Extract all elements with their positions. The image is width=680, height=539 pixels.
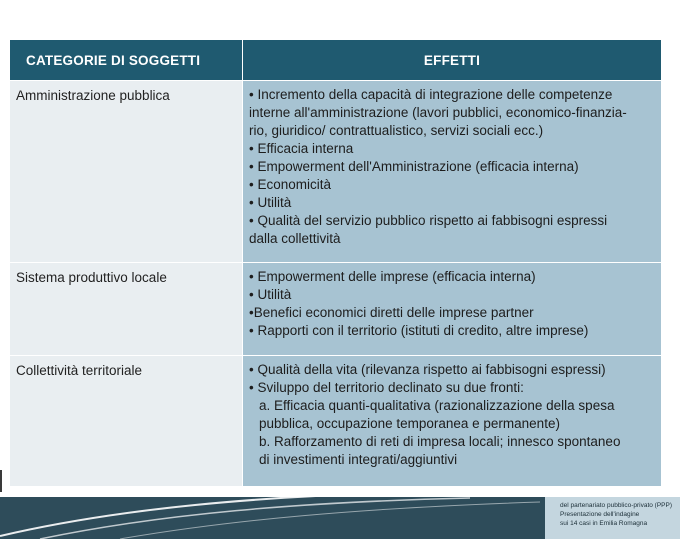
effect-line: • Sviluppo del territorio declinato su due fronti: — [249, 380, 524, 395]
effect-line: • Economicità — [249, 177, 332, 192]
category-cell: Amministrazione pubblica — [10, 81, 243, 263]
effect-subline: b. Rafforzamento di reti di impresa locali; innesco spontaneo — [259, 434, 621, 449]
table-row — [10, 81, 662, 263]
effect-line: • Efficacia interna — [249, 141, 354, 156]
effect-line: • Utilità — [249, 287, 292, 302]
footer-swoosh-decoration — [0, 488, 560, 539]
effect-line: •Benefici economici diretti delle imprese partner — [249, 305, 534, 320]
footer-caption-line: Presentazione dell'indagine — [560, 511, 640, 518]
effect-line: • Rapporti con il territorio (istituti di credito, altre imprese) — [249, 323, 589, 338]
effects-cell — [243, 81, 662, 263]
effect-line: • Empowerment dell'Amministrazione (efficacia interna) — [249, 159, 579, 174]
effect-line: dalla collettività — [249, 231, 341, 246]
table-row — [10, 263, 662, 356]
table-row — [10, 356, 662, 487]
effect-subline: pubblica, occupazione temporanea e permanente) — [259, 416, 560, 431]
effect-line: interne all'amministrazione (lavori pubblici, economico-finanzia- — [249, 105, 627, 120]
footer-caption-line: del partenariato pubblico-privato (PPP) — [560, 502, 673, 509]
column-header-effects: EFFETTI — [243, 40, 662, 81]
effect-line: • Empowerment delle imprese (efficacia interna) — [249, 269, 536, 284]
column-header-categories: CATEGORIE DI SOGGETTI — [10, 40, 243, 81]
effect-line: • Incremento della capacità di integrazione delle competenze — [249, 87, 613, 102]
effect-line: • Qualità della vita (rilevanza rispetto ai fabbisogni espressi) — [249, 362, 606, 377]
effects-table — [9, 39, 662, 487]
table-header-row — [10, 40, 662, 81]
effects-cell — [243, 263, 662, 356]
category-cell: Collettività territoriale — [10, 356, 243, 487]
footer-caption — [560, 501, 680, 528]
effect-subline: a. Efficacia quanti-qualitativa (razionalizzazione della spesa — [259, 398, 615, 413]
footer-caption-line: sui 14 casi in Emilia Romagna — [560, 520, 648, 527]
effect-line: • Utilità — [249, 195, 292, 210]
effect-line: • Qualità del servizio pubblico rispetto ai fabbisogni espressi — [249, 213, 608, 228]
effects-cell — [243, 356, 662, 487]
effect-line: rio, giuridico/ contrattualistico, servizi sociali ecc.) — [249, 123, 544, 138]
effect-subline: di investimenti integrati/aggiuntivi — [259, 452, 458, 467]
category-cell: Sistema produttivo locale — [10, 263, 243, 356]
